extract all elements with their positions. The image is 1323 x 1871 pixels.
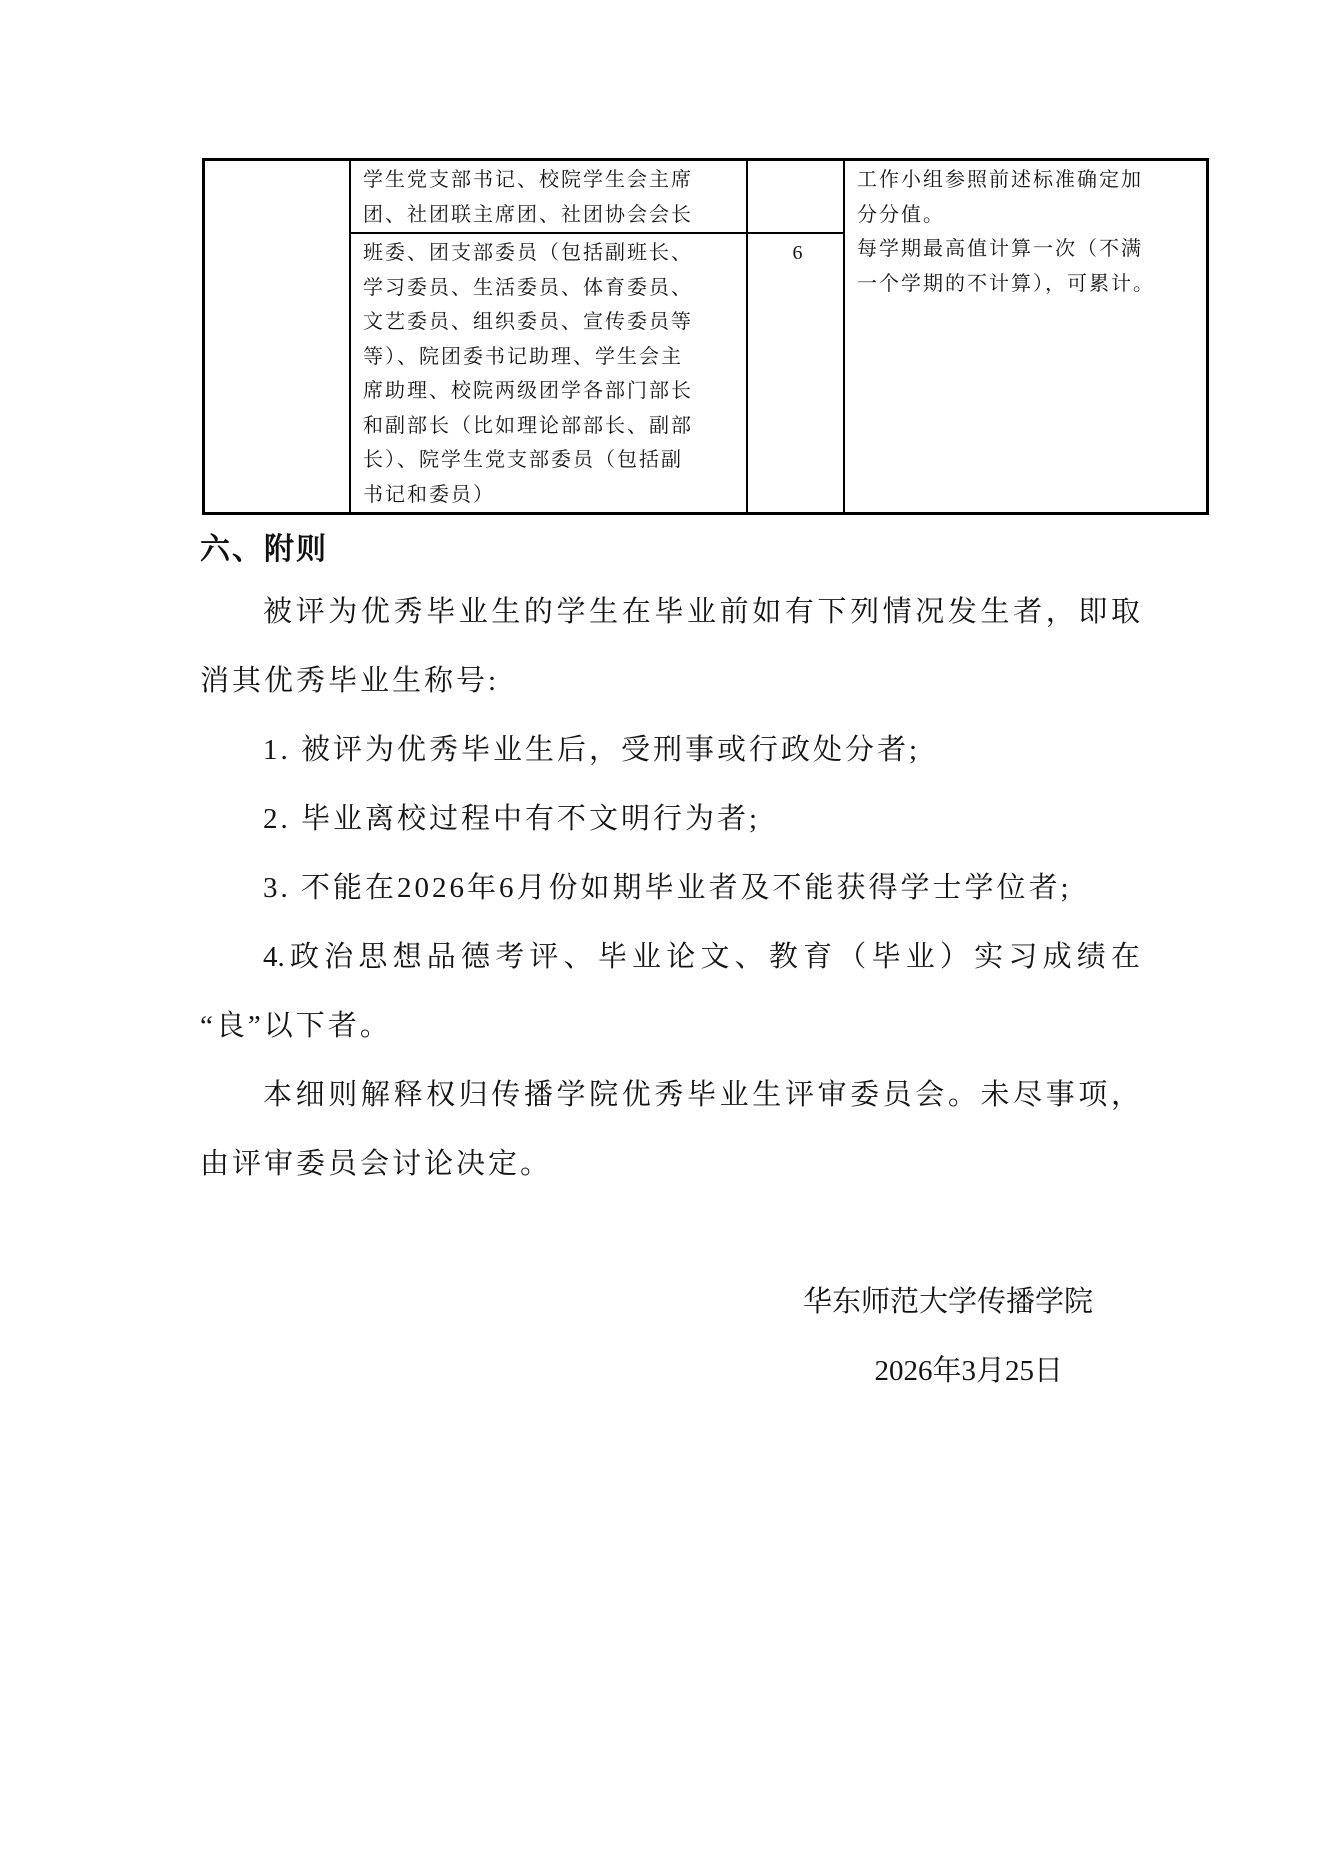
table-cell-position-row1: 学生党支部书记、校院学生会主席 团、社团联主席团、社团协会会长	[350, 160, 747, 234]
body-line: 被评为优秀毕业生的学生在毕业前如有下列情况发生者，即取	[263, 596, 1140, 628]
section-heading: 六、附则	[200, 533, 328, 566]
blank-line	[200, 1199, 1140, 1268]
signature-date: 2026年3月25日	[874, 1355, 1063, 1387]
table-cell-score-row1	[747, 160, 844, 234]
table-row	[204, 160, 1208, 234]
signature-organization: 华东师范大学传播学院	[802, 1286, 1093, 1318]
body-text-block	[200, 578, 1140, 1406]
body-line: 1. 被评为优秀毕业生后，受刑事或行政处分者;	[263, 734, 921, 766]
body-line: 4.政治思想品德考评、毕业论文、教育（毕业）实习成绩在	[263, 941, 1140, 973]
body-line: “良”以下者。	[200, 1010, 392, 1042]
body-line: 由评审委员会讨论决定。	[200, 1148, 553, 1180]
table-cell-position-row2: 班委、团支部委员（包括副班长、 学习委员、生活委员、体育委员、 文艺委员、组织委员、宣传委员等 等）、院团委书记助理、学生会主 席助理、校院两级团学各部门部长 和副部长（比如理论部部长、副部 长）、院学生党支部委员（包括副 书记和委员）	[350, 233, 747, 514]
score-table	[202, 158, 1209, 515]
table-cell-score-row2: 6	[747, 233, 844, 514]
body-line: 消其优秀毕业生称号:	[200, 665, 500, 697]
body-line: 2. 毕业离校过程中有不文明行为者;	[263, 803, 761, 835]
body-line: 3. 不能在2026年6月份如期毕业者及不能获得学士学位者;	[263, 872, 1072, 904]
table-cell-category	[204, 160, 351, 514]
table-cell-note: 工作小组参照前述标准确定加 分分值。 每学期最高值计算一次（不满 一个学期的不计算），可累计。	[844, 160, 1208, 514]
body-line: 本细则解释权归传播学院优秀毕业生评审委员会。未尽事项，	[263, 1079, 1140, 1111]
